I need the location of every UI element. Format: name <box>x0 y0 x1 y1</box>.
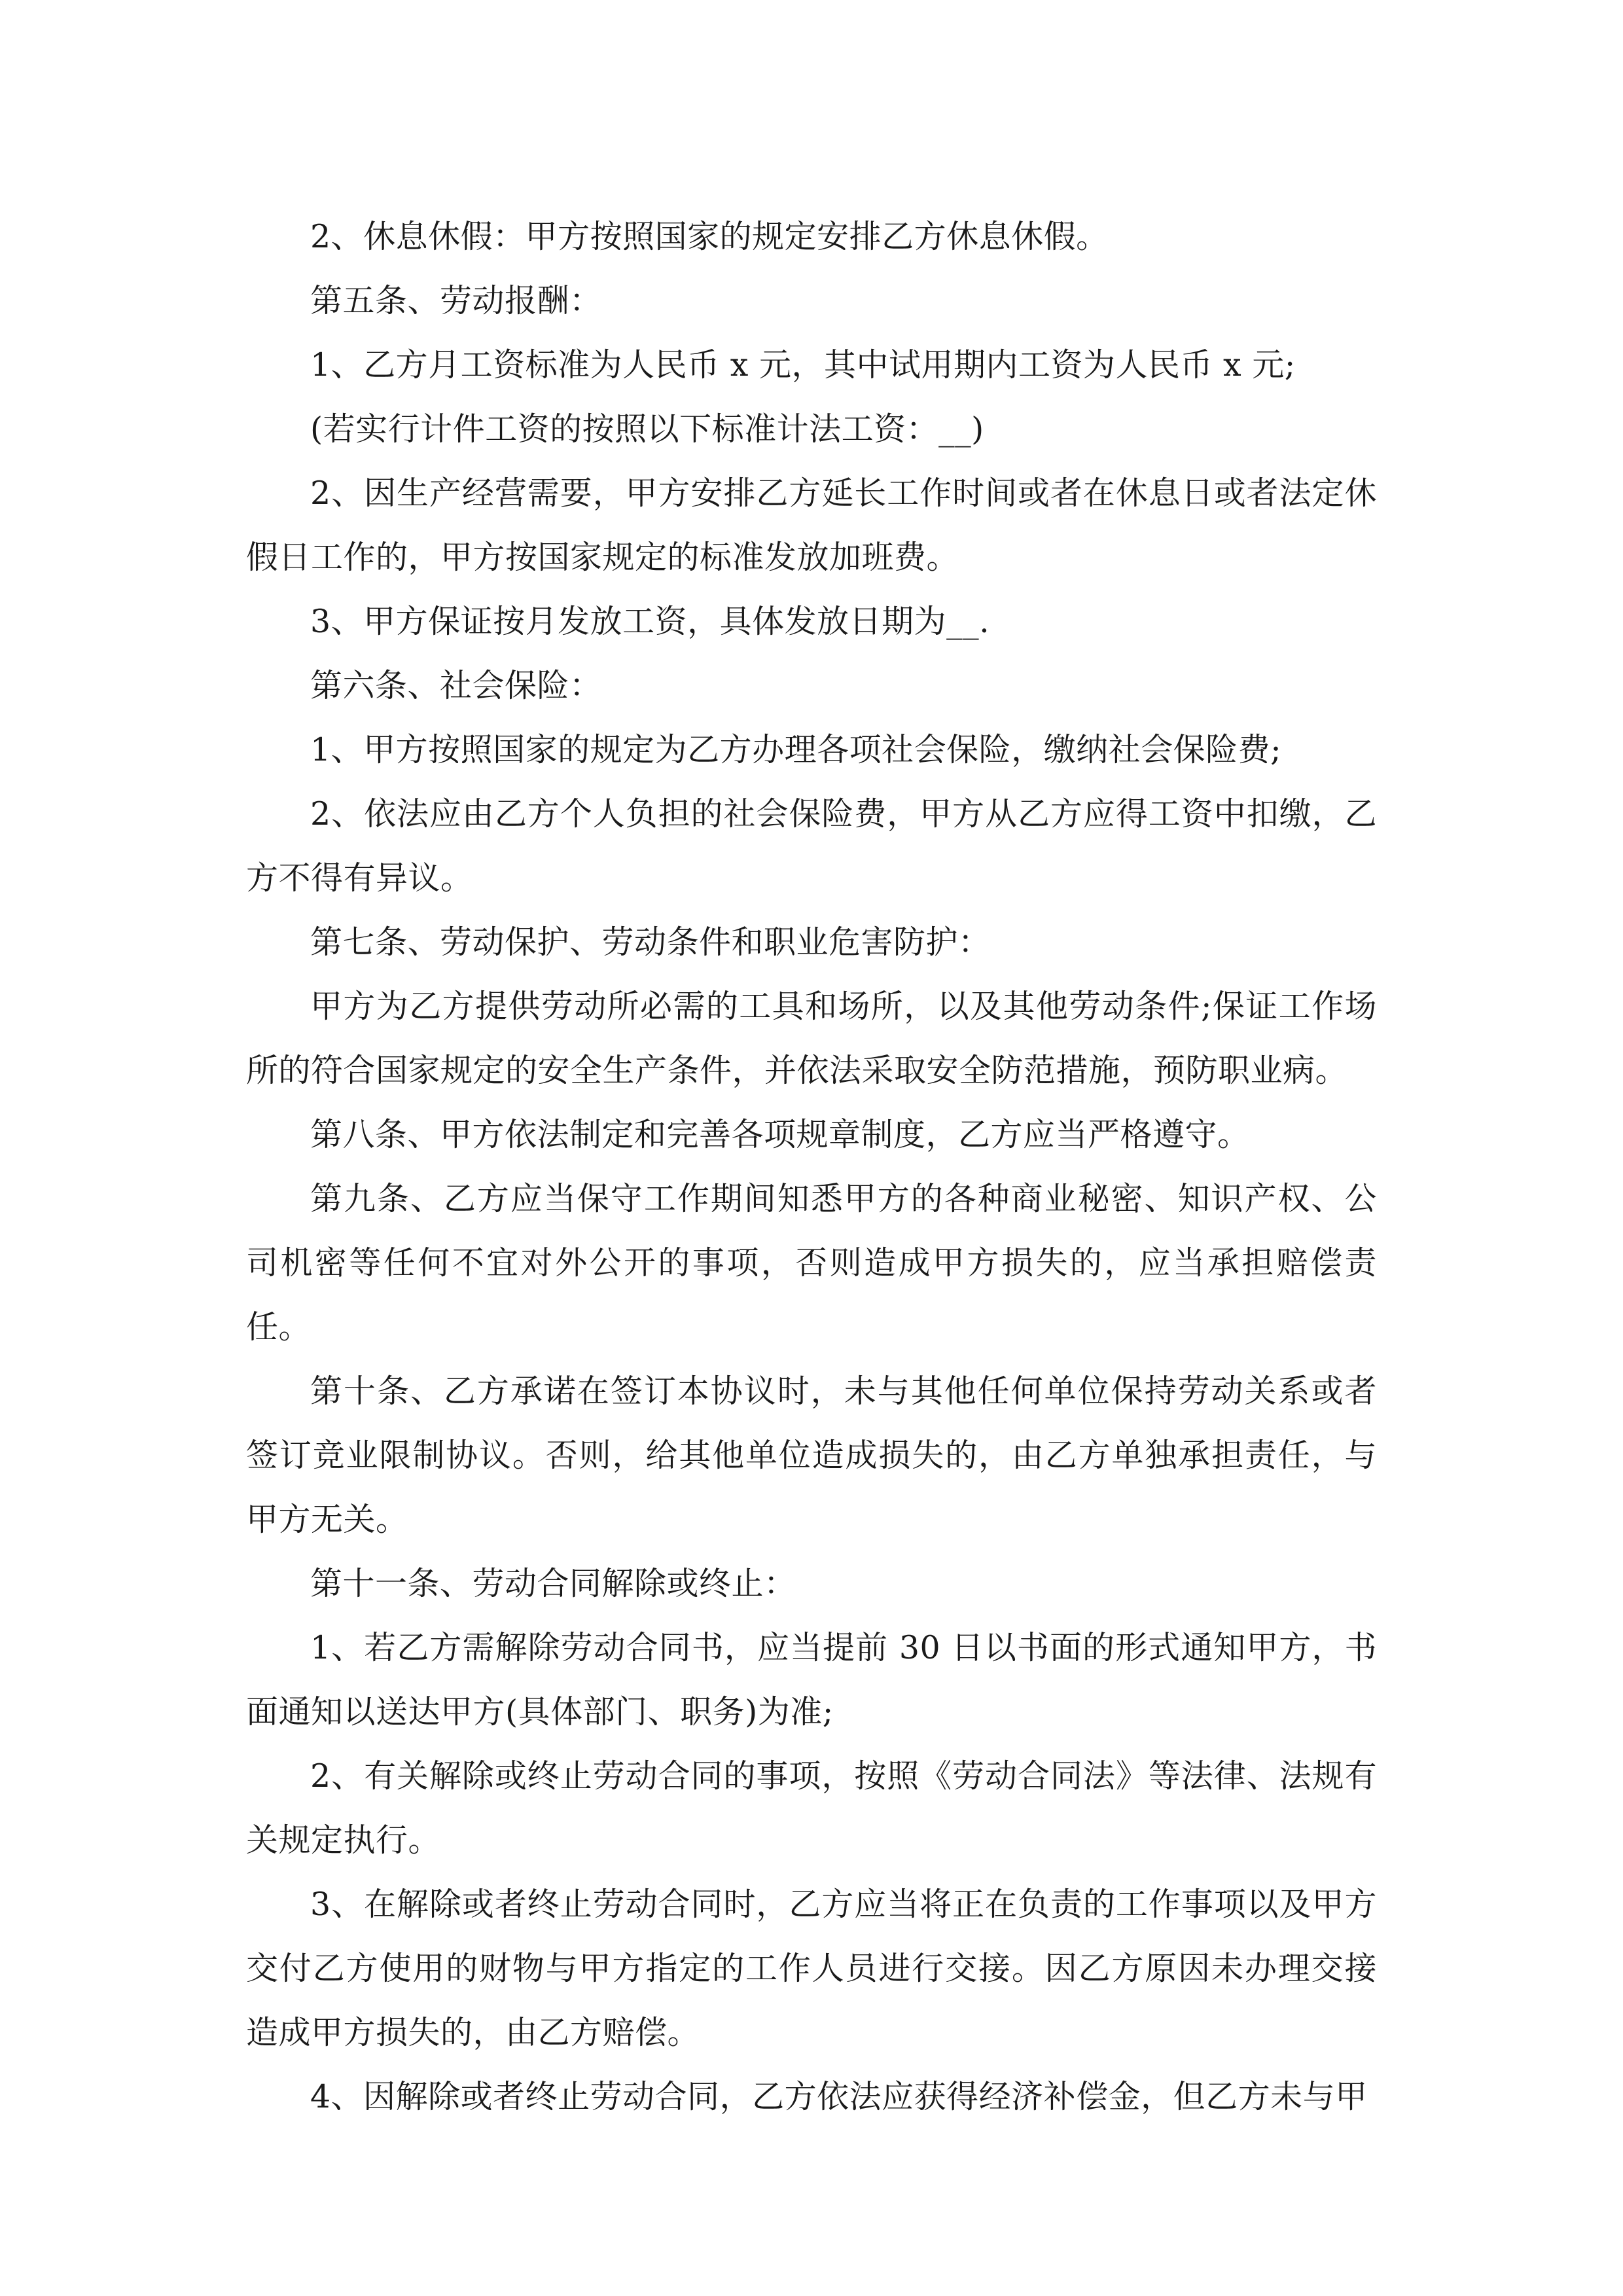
paragraph-compensation: 4、因解除或者终止劳动合同，乙方依法应获得经济补偿金，但乙方未与甲 <box>310 2078 1368 2115</box>
heading-article-5-remuneration: 第五条、劳动报酬： <box>310 282 602 319</box>
paragraph-piece-rate-note: (若实行计件工资的按照以下标准计法工资：__) <box>310 410 984 448</box>
paragraph-overtime-pay: 2、因生产经营需要，甲方安排乙方延长工作时间或者在休息日或者法定休假日工作的，甲方按国家规定的标准发放加班费。 <box>246 475 1377 576</box>
paragraph-termination-notice: 1、若乙方需解除劳动合同书，应当提前 30 日以书面的形式通知甲方，书面通知以送达甲方(具体部门、职务)为准; <box>246 1629 1377 1731</box>
paragraph-rest-leave: 2、休息休假：甲方按照国家的规定安排乙方休息休假。 <box>310 218 1109 255</box>
heading-article-6-social-insurance: 第六条、社会保险： <box>310 667 602 704</box>
paragraph-article-8-rules: 第八条、甲方依法制定和完善各项规章制度，乙方应当严格遵守。 <box>310 1116 1250 1153</box>
heading-article-7-labor-protection: 第七条、劳动保护、劳动条件和职业危害防护： <box>310 924 991 961</box>
paragraph-handover: 3、在解除或者终止劳动合同时，乙方应当将正在负责的工作事项以及甲方交付乙方使用的财物与甲方指定的工作人员进行交接。因乙方原因未办理交接造成甲方损失的，由乙方赔偿。 <box>246 1886 1377 2051</box>
paragraph-article-10-non-compete: 第十条、乙方承诺在签订本协议时，未与其他任何单位保持劳动关系或者签订竞业限制协议。否则，给其他单位造成损失的，由乙方单独承担责任，与甲方无关。 <box>246 1372 1377 1538</box>
document-body <box>246 205 1377 2129</box>
paragraph-insurance-deduction: 2、依法应由乙方个人负担的社会保险费，甲方从乙方应得工资中扣缴，乙方不得有异议。 <box>246 795 1377 897</box>
heading-article-11-termination: 第十一条、劳动合同解除或终止： <box>310 1565 796 1602</box>
paragraph-article-9-confidentiality: 第九条、乙方应当保守工作期间知悉甲方的各种商业秘密、知识产权、公司机密等任何不宜对外公开的事项，否则造成甲方损失的，应当承担赔偿责任。 <box>246 1180 1377 1346</box>
paragraph-working-conditions: 甲方为乙方提供劳动所必需的工具和场所，以及其他劳动条件;保证工作场所的符合国家规定的安全生产条件，并依法采取安全防范措施，预防职业病。 <box>246 988 1377 1089</box>
paragraph-insurance-enrollment: 1、甲方按照国家的规定为乙方办理各项社会保险，缴纳社会保险费; <box>310 731 1282 768</box>
paragraph-payment-date: 3、甲方保证按月发放工资，具体发放日期为__. <box>310 603 990 640</box>
paragraph-termination-law: 2、有关解除或终止劳动合同的事项，按照《劳动合同法》等法律、法规有关规定执行。 <box>246 1757 1377 1859</box>
paragraph-monthly-salary: 1、乙方月工资标准为人民币 x 元，其中试用期内工资为人民币 x 元; <box>310 346 1296 384</box>
